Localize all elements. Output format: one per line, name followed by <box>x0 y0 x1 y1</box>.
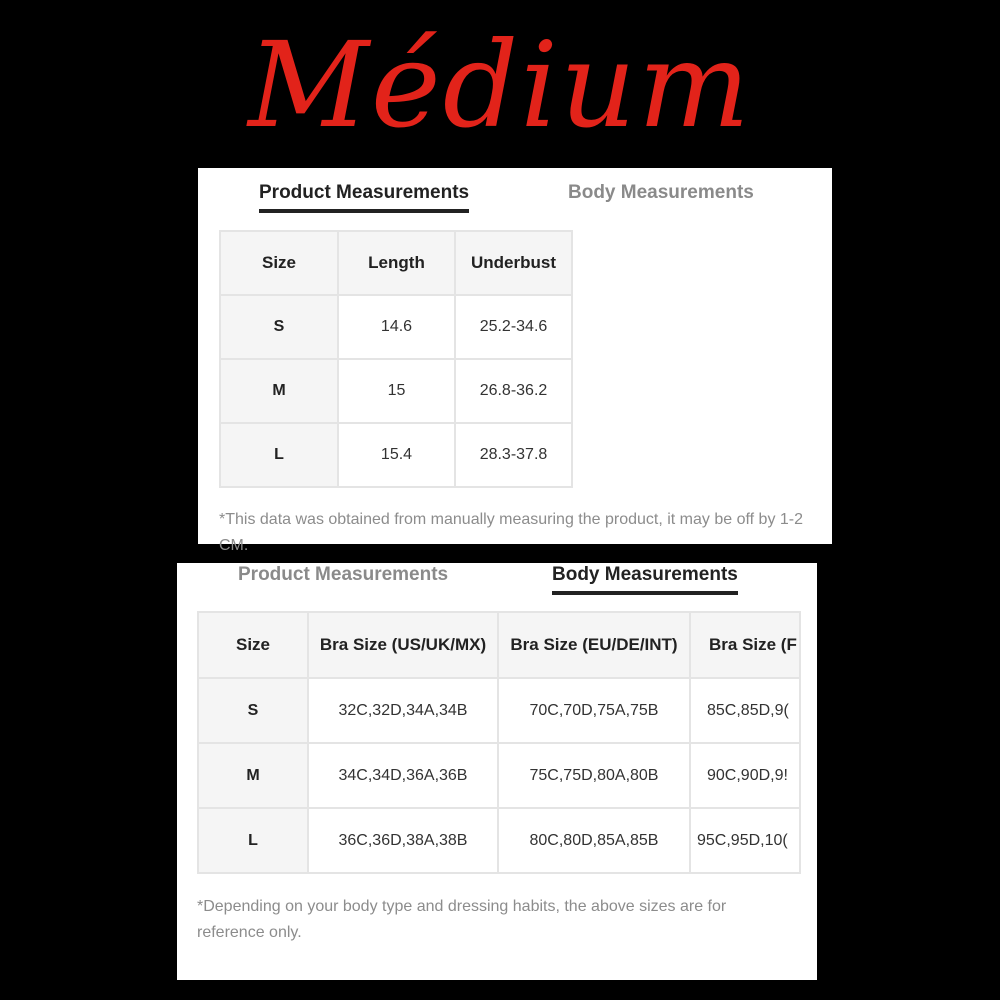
table-row <box>198 678 800 743</box>
size-cell: S <box>198 678 308 743</box>
table-row <box>198 743 800 808</box>
tab-product-measurements[interactable]: Product Measurements <box>259 182 470 203</box>
product-measurements-table <box>219 230 573 488</box>
tab-body-measurements[interactable]: Body Measurements <box>568 182 754 203</box>
table-header-row <box>198 612 800 678</box>
size-cell: M <box>220 359 338 423</box>
tab-product-measurements[interactable]: Product Measurements <box>238 564 449 585</box>
bra-size-eu-cell: 80C,80D,85A,85B <box>498 808 690 873</box>
bra-size-fr-cell: 95C,95D,10( <box>690 808 800 873</box>
column-header-underbust: Underbust <box>455 231 572 295</box>
bra-size-us-cell: 32C,32D,34A,34B <box>308 678 498 743</box>
column-header-bra-size-us: Bra Size (US/UK/MX) <box>308 612 498 678</box>
size-cell: L <box>220 423 338 487</box>
underbust-cell: 28.3-37.8 <box>455 423 572 487</box>
product-measurements-note: *This data was obtained from manually measuring the product, it may be off by 1-2 CM. <box>219 511 804 554</box>
table-row <box>198 808 800 873</box>
underbust-cell: 25.2-34.6 <box>455 295 572 359</box>
column-header-size: Size <box>198 612 308 678</box>
length-cell: 14.6 <box>338 295 455 359</box>
product-measurements-card <box>198 168 832 554</box>
size-title: Médium <box>248 16 752 154</box>
bra-size-fr-cell: 85C,85D,9( <box>690 678 800 743</box>
bra-size-us-cell: 36C,36D,38A,38B <box>308 808 498 873</box>
column-header-bra-size-fr: Bra Size (F <box>690 612 800 678</box>
size-cell: M <box>198 743 308 808</box>
table-row <box>220 359 572 423</box>
column-header-size: Size <box>220 231 338 295</box>
size-cell: L <box>198 808 308 873</box>
column-header-bra-size-eu: Bra Size (EU/DE/INT) <box>498 612 690 678</box>
column-header-length: Length <box>338 231 455 295</box>
bra-size-eu-cell: 70C,70D,75A,75B <box>498 678 690 743</box>
bra-size-fr-cell: 90C,90D,9! <box>690 743 800 808</box>
tab-body-measurements[interactable]: Body Measurements <box>552 564 738 585</box>
size-cell: S <box>220 295 338 359</box>
bra-size-us-cell: 34C,34D,36A,36B <box>308 743 498 808</box>
table-row <box>220 295 572 359</box>
body-measurements-table <box>197 611 801 874</box>
table-header-row <box>220 231 572 295</box>
body-measurements-card <box>177 563 817 980</box>
length-cell: 15 <box>338 359 455 423</box>
bra-size-eu-cell: 75C,75D,80A,80B <box>498 743 690 808</box>
table-row <box>220 423 572 487</box>
underbust-cell: 26.8-36.2 <box>455 359 572 423</box>
length-cell: 15.4 <box>338 423 455 487</box>
body-measurements-note: *Depending on your body type and dressing habits, the above sizes are for reference only. <box>197 898 727 941</box>
